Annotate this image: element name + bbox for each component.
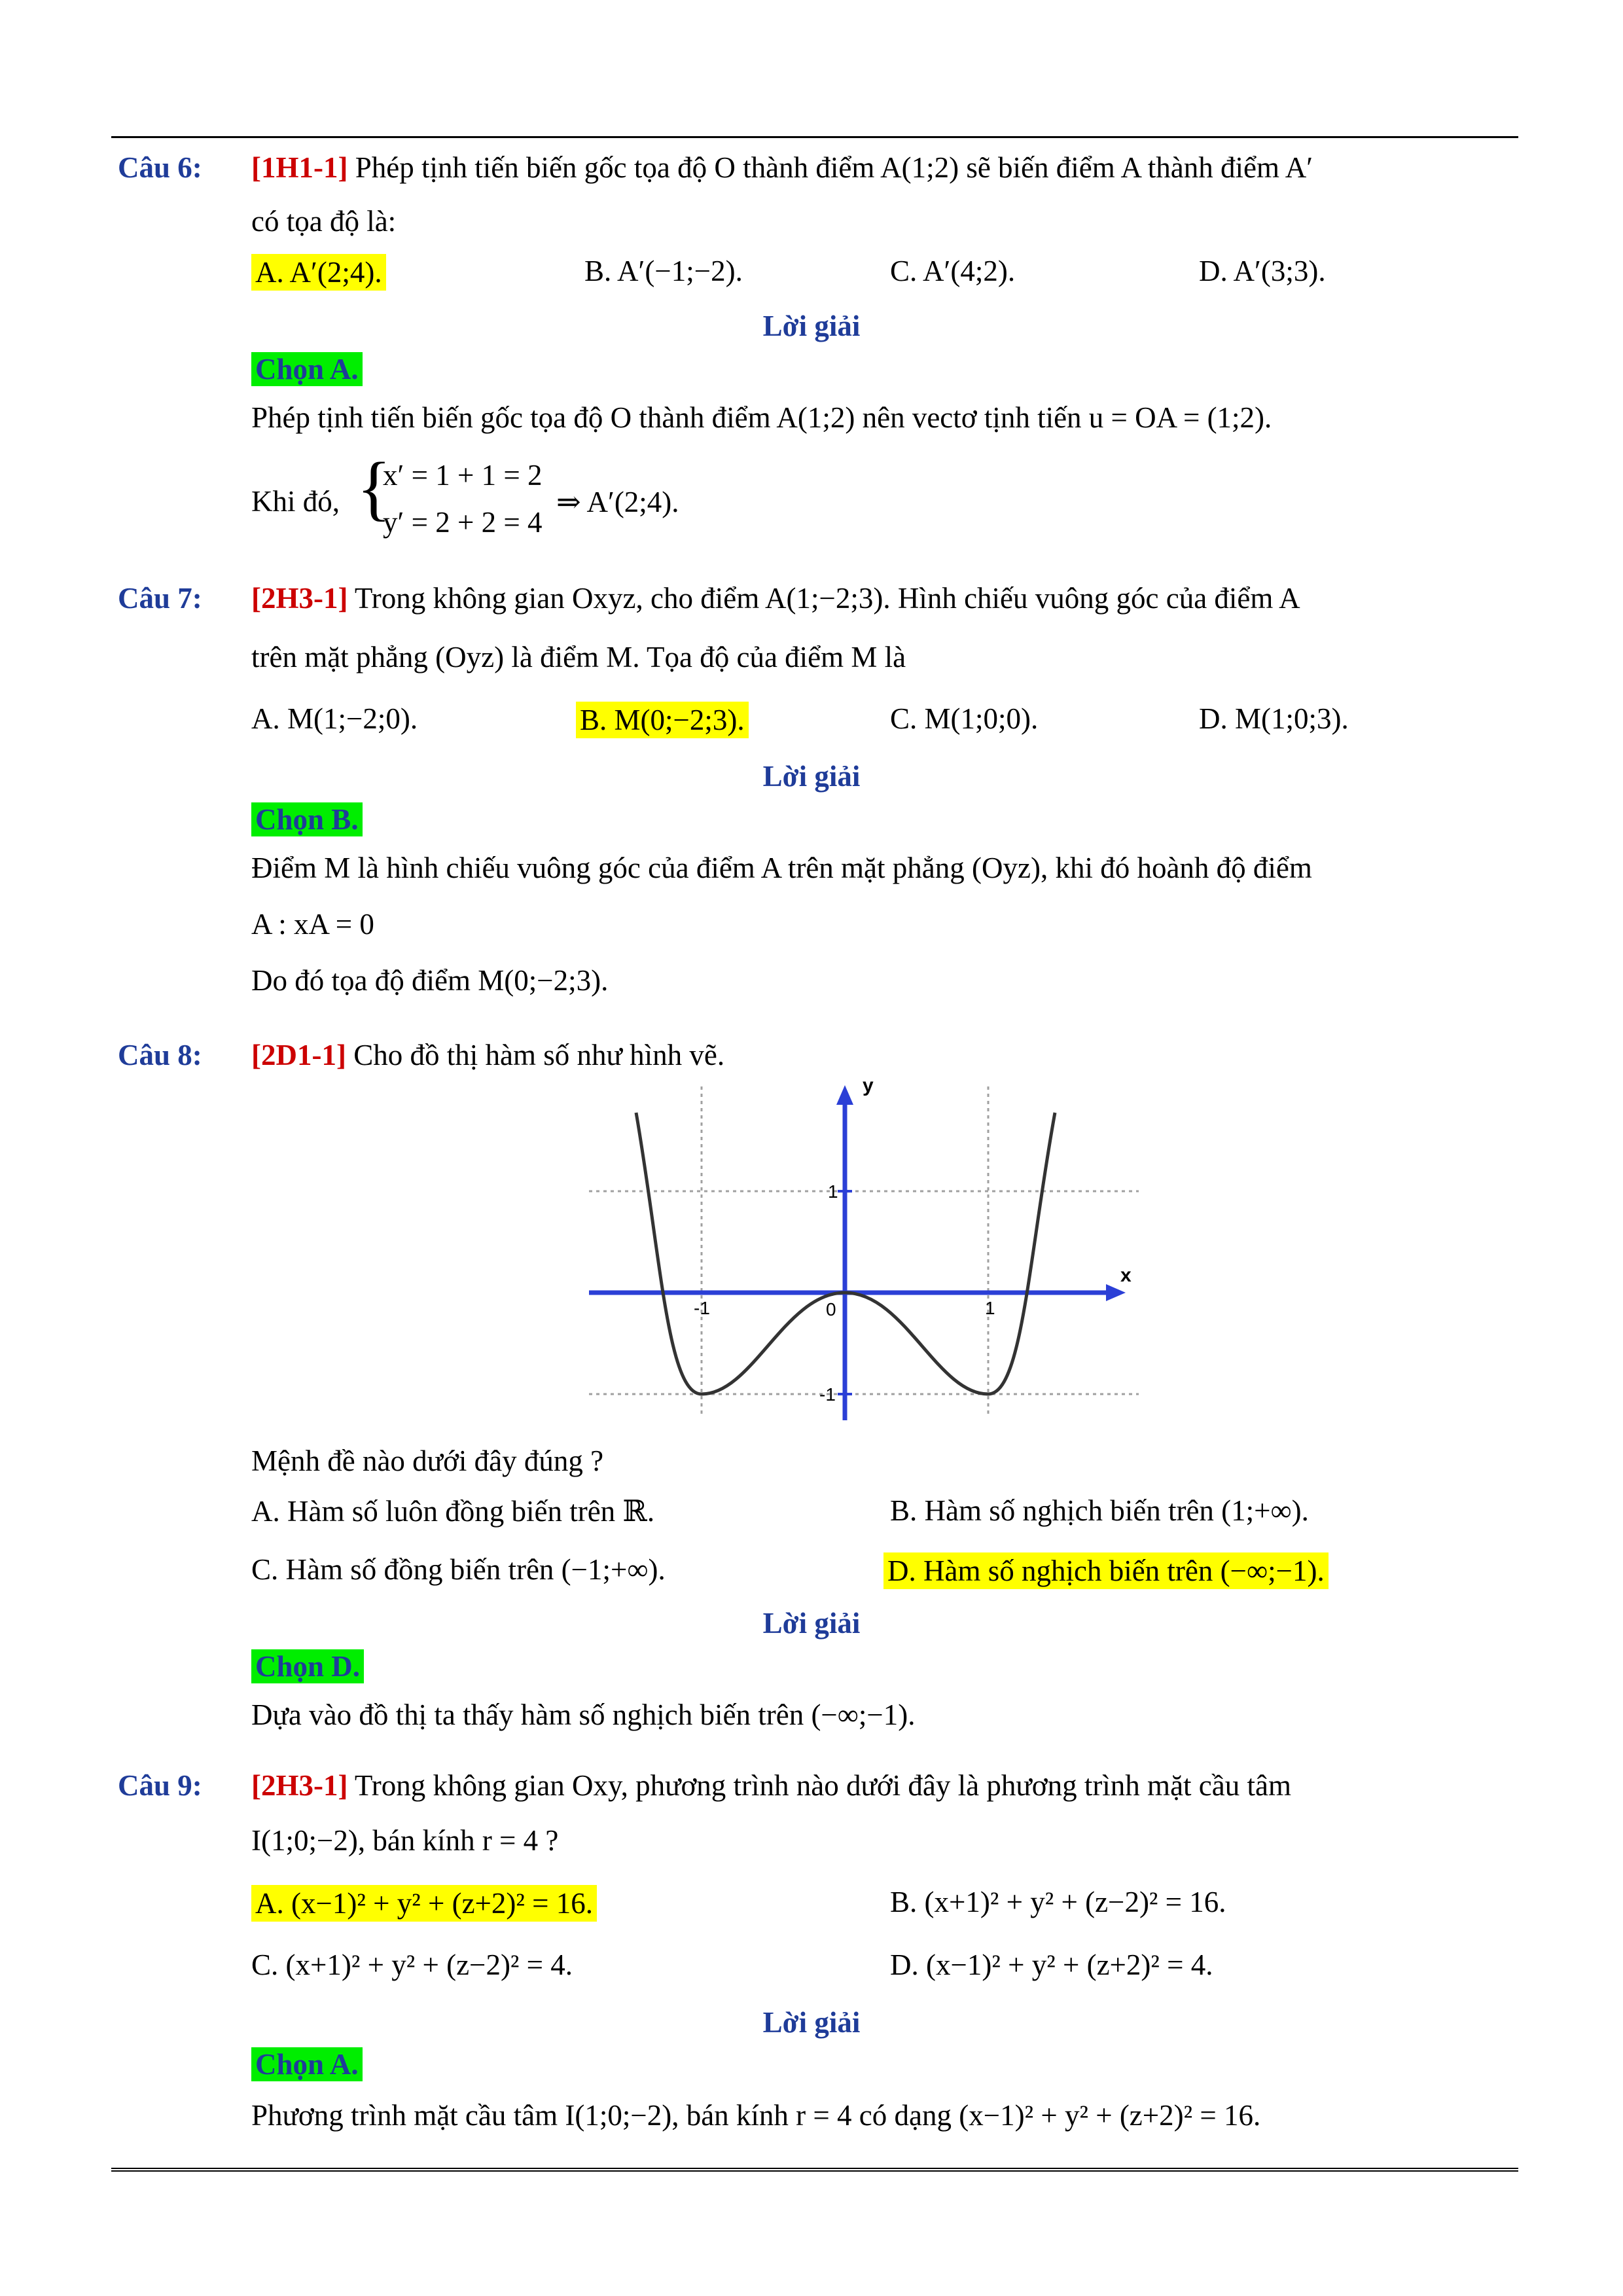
solution-heading: Lời giải <box>762 2006 861 2039</box>
question-tag: [1H1-1] <box>251 151 348 184</box>
question-tag: [2H3-1] <box>251 582 348 615</box>
solution-text: Phương trình mặt cầu tâm I(1;0;−2), bán kính r = 4 có dạng (x−1)² + y² + (z+2)² = 16. <box>251 2099 1261 2132</box>
question-label: Câu 6: <box>118 151 202 184</box>
solution-prefix: Khi đó, <box>251 485 340 518</box>
option-a[interactable]: A. M(1;−2;0). <box>251 702 418 735</box>
question-text: [2H3-1] Trong không gian Oxy, phương trình nào dưới đây là phương trình mặt cầu tâm <box>251 1769 1291 1802</box>
chosen-answer: Chọn D. <box>251 1649 364 1683</box>
tick-x-neg1: -1 <box>694 1298 710 1318</box>
option-a[interactable]: A. A′(2;4). <box>251 254 386 291</box>
question-label: Câu 9: <box>118 1769 202 1802</box>
solution-heading: Lời giải <box>762 1607 861 1640</box>
function-graph <box>589 1073 1139 1427</box>
option-b[interactable]: B. (x+1)² + y² + (z−2)² = 16. <box>890 1886 1226 1918</box>
tick-y-1: 1 <box>828 1181 838 1202</box>
tick-x-1: 1 <box>985 1298 995 1318</box>
bottom-rule <box>111 2168 1518 2174</box>
option-d[interactable]: D. Hàm số nghịch biến trên (−∞;−1). <box>883 1552 1329 1589</box>
option-c[interactable]: C. M(1;0;0). <box>890 702 1039 735</box>
system-eq-2: y′ = 2 + 2 = 4 <box>383 506 543 539</box>
option-c[interactable]: C. A′(4;2). <box>890 255 1016 287</box>
chosen-answer: Chọn B. <box>251 802 363 836</box>
solution-heading: Lời giải <box>762 310 861 342</box>
option-d[interactable]: D. (x−1)² + y² + (z+2)² = 4. <box>890 1948 1213 1981</box>
option-a[interactable]: A. Hàm số luôn đồng biến trên ℝ. <box>251 1495 655 1528</box>
question-text: [2H3-1] Trong không gian Oxyz, cho điểm A(1;−2;3). Hình chiếu vuông góc của điểm A <box>251 582 1300 615</box>
solution-result: ⇒ A′(2;4). <box>556 486 679 518</box>
option-d[interactable]: D. A′(3;3). <box>1199 255 1326 287</box>
x-axis-label: x <box>1120 1265 1132 1286</box>
option-d[interactable]: D. M(1;0;3). <box>1199 702 1349 735</box>
solution-heading: Lời giải <box>762 760 861 793</box>
solution-text: Dựa vào đồ thị ta thấy hàm số nghịch biến trên (−∞;−1). <box>251 1698 916 1731</box>
chosen-answer: Chọn A. <box>251 352 363 386</box>
question-label: Câu 8: <box>118 1039 202 1071</box>
tick-y-neg1: -1 <box>819 1384 836 1405</box>
option-b[interactable]: B. A′(−1;−2). <box>584 255 743 287</box>
question-text-cont: I(1;0;−2), bán kính r = 4 ? <box>251 1824 559 1857</box>
question-text: [1H1-1] Phép tịnh tiến biến gốc tọa độ O thành điểm A(1;2) sẽ biến điểm A thành điểm A′ <box>251 151 1313 184</box>
tick-origin: 0 <box>826 1299 836 1319</box>
question-text-cont: có tọa độ là: <box>251 205 397 238</box>
chosen-answer: Chọn A. <box>251 2047 363 2081</box>
question-text-cont: trên mặt phẳng (Oyz) là điểm M. Tọa độ của điểm M là <box>251 641 906 673</box>
question-prompt: Mệnh đề nào dưới đây đúng ? <box>251 1444 604 1477</box>
option-c[interactable]: C. Hàm số đồng biến trên (−1;+∞). <box>251 1553 666 1586</box>
option-b[interactable]: B. Hàm số nghịch biến trên (1;+∞). <box>890 1494 1309 1527</box>
top-rule <box>111 136 1518 138</box>
option-c[interactable]: C. (x+1)² + y² + (z−2)² = 4. <box>251 1948 573 1981</box>
solution-text: Điểm M là hình chiếu vuông góc của điểm A trên mặt phẳng (Oyz), khi đó hoành độ điểm <box>251 852 1312 884</box>
y-axis-label: y <box>863 1075 874 1096</box>
option-a[interactable]: A. (x−1)² + y² + (z+2)² = 16. <box>251 1885 597 1922</box>
system-eq-1: x′ = 1 + 1 = 2 <box>383 459 543 492</box>
x-axis-arrow-icon <box>1106 1284 1126 1301</box>
option-b[interactable]: B. M(0;−2;3). <box>576 702 749 738</box>
y-axis-arrow-icon <box>836 1085 853 1105</box>
question-text: [2D1-1] Cho đồ thị hàm số như hình vẽ. <box>251 1039 725 1071</box>
solution-text-3: Do đó tọa độ điểm M(0;−2;3). <box>251 964 609 997</box>
question-tag: [2H3-1] <box>251 1769 348 1802</box>
question-label: Câu 7: <box>118 582 202 615</box>
question-tag: [2D1-1] <box>251 1039 346 1071</box>
solution-text: Phép tịnh tiến biến gốc tọa độ O thành điểm A(1;2) nên vectơ tịnh tiến u = OA = (1;2). <box>251 401 1272 434</box>
solution-text-2: A : xA = 0 <box>251 908 374 941</box>
system-brace: { <box>357 448 391 528</box>
